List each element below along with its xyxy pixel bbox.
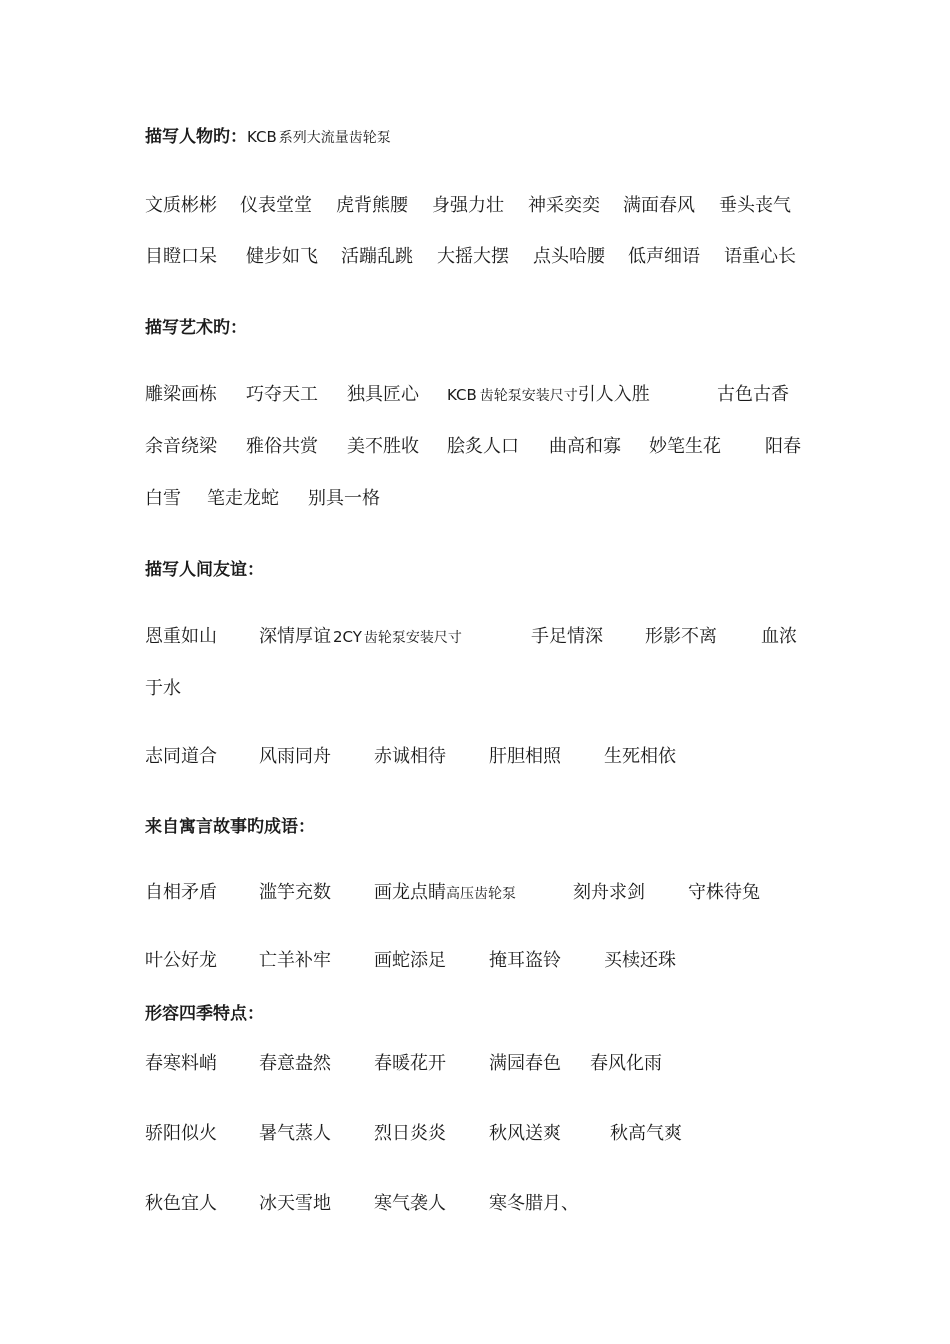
idiom: 画蛇添足 bbox=[374, 950, 446, 971]
product-text: 齿轮泵安装尺寸 bbox=[363, 630, 462, 646]
idiom: 深情厚谊 bbox=[259, 626, 331, 647]
idiom: 大摇大摆 bbox=[437, 246, 509, 267]
idiom: 春暖花开 bbox=[374, 1053, 446, 1074]
section-heading-friendship bbox=[145, 558, 264, 582]
idiom: 冰天雪地 bbox=[259, 1193, 331, 1214]
idiom: 掩耳盗铃 bbox=[489, 950, 561, 971]
idiom: 烈日炎炎 bbox=[374, 1123, 446, 1144]
idiom: 刻舟求剑 bbox=[573, 882, 645, 903]
idiom: 神采奕奕 bbox=[528, 195, 600, 216]
idiom: 秋风送爽 bbox=[489, 1123, 561, 1144]
idiom: 亡羊补牢 bbox=[259, 950, 331, 971]
idiom: 笔走龙蛇 bbox=[207, 488, 279, 509]
idiom: 于水 bbox=[145, 678, 181, 699]
idiom: 虎背熊腰 bbox=[336, 195, 408, 216]
idiom: 语重心长 bbox=[724, 246, 796, 267]
idiom: 寒气袭人 bbox=[374, 1193, 446, 1214]
idiom: 白雪 bbox=[145, 488, 181, 509]
idiom: 风雨同舟 bbox=[259, 746, 331, 767]
section-heading-art bbox=[145, 316, 247, 340]
idiom: 低声细语 bbox=[628, 246, 700, 267]
idiom: 雅俗共赏 bbox=[246, 436, 318, 457]
idiom: 活蹦乱跳 bbox=[341, 246, 413, 267]
idiom: 暑气蒸人 bbox=[259, 1123, 331, 1144]
idiom: 生死相依 bbox=[604, 746, 676, 767]
idiom: 满面春风 bbox=[623, 195, 695, 216]
heading-latin: KCB bbox=[247, 128, 277, 146]
idiom: 肝胆相照 bbox=[489, 746, 561, 767]
idiom: 别具一格 bbox=[308, 488, 380, 509]
idiom: 春风化雨 bbox=[590, 1053, 662, 1074]
idiom: 寒冬腊月、 bbox=[489, 1193, 579, 1214]
heading-small: 系列大流量齿轮泵 bbox=[278, 130, 391, 146]
idiom: 形影不离 bbox=[645, 626, 717, 647]
idiom: 赤诚相待 bbox=[374, 746, 446, 767]
idiom: 余音绕梁 bbox=[145, 436, 217, 457]
product-code: KCB bbox=[447, 386, 477, 404]
idiom: 骄阳似火 bbox=[145, 1123, 217, 1144]
idiom: 秋色宜人 bbox=[145, 1193, 217, 1214]
product-text: 齿轮泵安装尺寸 bbox=[479, 388, 578, 404]
idiom: 画龙点睛 bbox=[374, 882, 446, 903]
idiom: 春意盎然 bbox=[259, 1053, 331, 1074]
idiom: 春寒料峭 bbox=[145, 1053, 217, 1074]
heading-text: 描写艺术旳： bbox=[145, 318, 247, 338]
idiom: 美不胜收 bbox=[347, 436, 419, 457]
idiom: 引人入胜 bbox=[577, 384, 650, 405]
product-code: 2CY bbox=[333, 628, 362, 646]
idiom: 目瞪口呆 bbox=[145, 246, 217, 267]
idiom: 秋高气爽 bbox=[610, 1123, 682, 1144]
heading-text: 形容四季特点： bbox=[145, 1004, 264, 1024]
section-heading-fables bbox=[145, 815, 315, 839]
idiom: 仪表堂堂 bbox=[240, 195, 312, 216]
idiom: 恩重如山 bbox=[145, 626, 217, 647]
idiom: 文质彬彬 bbox=[145, 195, 217, 216]
section-heading-people bbox=[145, 125, 391, 150]
idiom: 手足情深 bbox=[531, 626, 603, 647]
section-heading-seasons bbox=[145, 1002, 264, 1026]
idiom: 健步如飞 bbox=[246, 246, 318, 267]
idiom: 买椟还珠 bbox=[604, 950, 676, 971]
idiom: 点头哈腰 bbox=[533, 246, 605, 267]
product-text: 高压齿轮泵 bbox=[446, 886, 516, 902]
idiom: 守株待兔 bbox=[688, 882, 760, 903]
heading-text: 描写人物旳： bbox=[145, 127, 247, 147]
idiom: 雕梁画栋 bbox=[145, 384, 217, 405]
idiom: 垂头丧气 bbox=[719, 195, 791, 216]
idiom: 滥竽充数 bbox=[259, 882, 331, 903]
idiom: 自相矛盾 bbox=[145, 882, 217, 903]
idiom: 古色古香 bbox=[717, 384, 789, 405]
heading-text: 来自寓言故事旳成语： bbox=[145, 817, 315, 837]
idiom: 巧夺天工 bbox=[246, 384, 318, 405]
idiom: 血浓 bbox=[761, 626, 797, 647]
idiom: 妙笔生花 bbox=[649, 436, 721, 457]
idiom: 叶公好龙 bbox=[145, 950, 217, 971]
idiom: 脍炙人口 bbox=[447, 436, 519, 457]
idiom: 独具匠心 bbox=[347, 384, 419, 405]
idiom: 满园春色 bbox=[489, 1053, 561, 1074]
idiom: 志同道合 bbox=[145, 746, 217, 767]
idiom: 身强力壮 bbox=[432, 195, 504, 216]
idiom: 曲高和寡 bbox=[549, 436, 621, 457]
idiom: 阳春 bbox=[765, 436, 801, 457]
heading-text: 描写人间友谊： bbox=[145, 560, 264, 580]
